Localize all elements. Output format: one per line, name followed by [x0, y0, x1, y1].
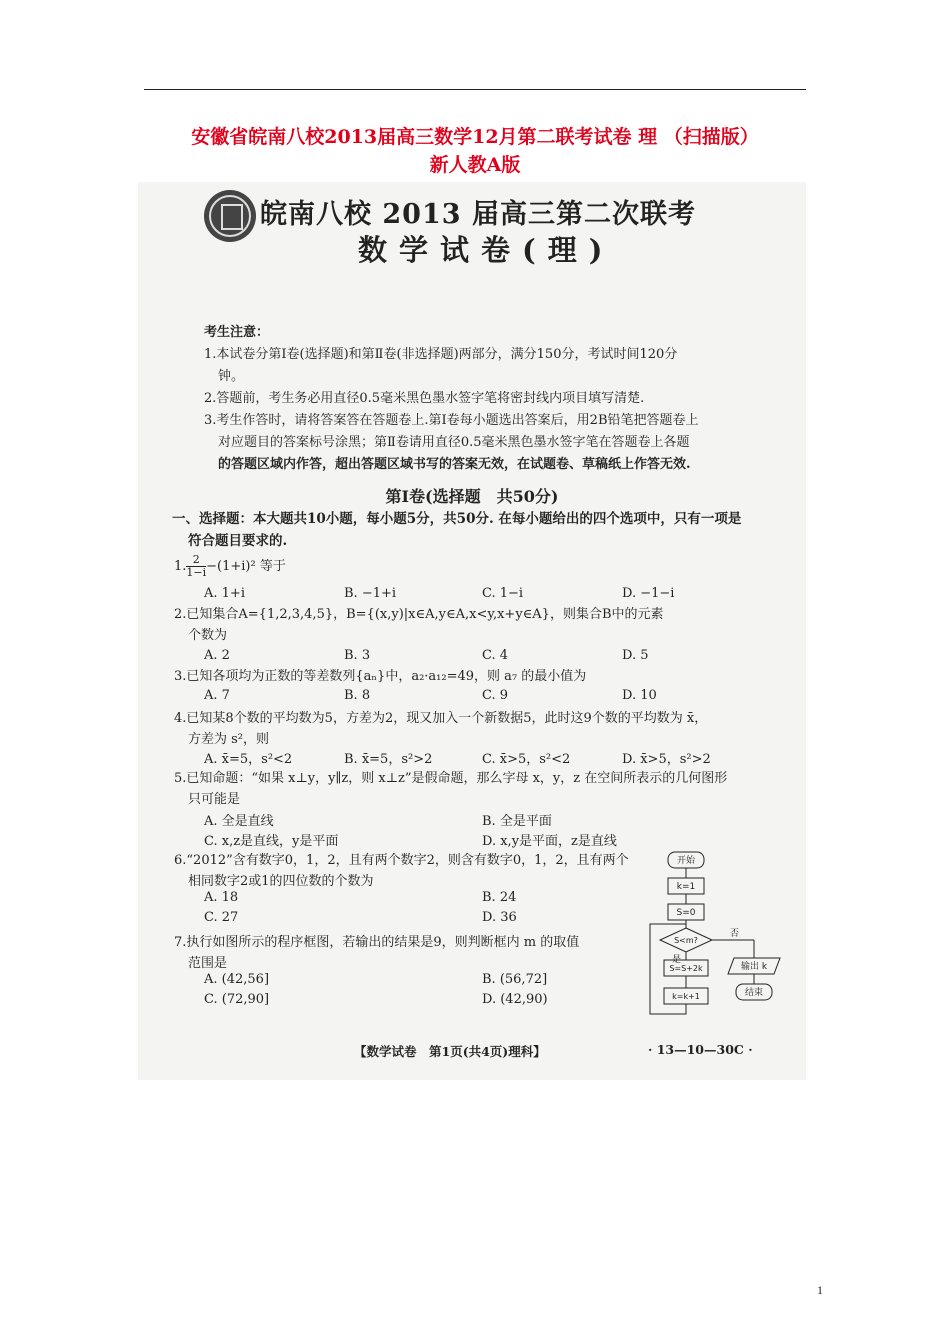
question-6 — [174, 850, 629, 892]
notice-heading: 考生注意： — [204, 325, 270, 340]
notice-line: 钟。 — [218, 369, 245, 384]
option: D. 5 — [622, 648, 649, 663]
q4-line: 4.已知某8个数的平均数为5，方差为2，现又加入一个新数据5，此时这9个数的平均数为 x̄， — [174, 711, 708, 726]
question-7 — [174, 932, 579, 974]
option: A. 18 — [204, 890, 239, 905]
option: D. −1−i — [622, 586, 675, 601]
q7-line: 范围是 — [188, 956, 228, 971]
question-1 — [174, 554, 286, 579]
option: C. 27 — [204, 910, 239, 925]
option: C. 9 — [482, 688, 509, 703]
option: C. x̄>5，s²<2 — [482, 752, 571, 767]
scan-footer-code: · 13—10—30C · — [648, 1042, 753, 1057]
document-title-line-1: 安徽省皖南八校2013届高三数学12月第二联考试卷 理 （扫描版） — [191, 126, 759, 148]
flow-cond: S<m? — [674, 936, 698, 945]
option: B. 3 — [344, 648, 371, 663]
option: D. 10 — [622, 688, 657, 703]
option: B. x̄=5，s²>2 — [344, 752, 433, 767]
option: A. 全是直线 — [204, 814, 274, 829]
option: D. 36 — [482, 910, 517, 925]
document-title-line-2: 新人教A版 — [429, 154, 521, 176]
document-title — [100, 123, 850, 179]
question-3 — [174, 666, 586, 687]
q3-line: 3.已知各项均为正数的等差数列{aₙ}中，a₂·a₁₂=49，则 a₇ 的最小值为 — [174, 669, 587, 684]
section-intro-line: 符合题目要求的. — [188, 533, 288, 549]
notice-line: 3.考生作答时，请将答案答在答题卷上.第Ⅰ卷每小题选出答案后，用2B铅笔把答题卷上 — [204, 413, 699, 428]
flow-k: k=1 — [676, 882, 696, 892]
notice-line: 的答题区域内作答，超出答题区域书写的答案无效，在试题卷、草稿纸上作答无效. — [218, 457, 691, 472]
q5-line: 只可能是 — [188, 792, 241, 807]
flow-k-update: k=k+1 — [672, 992, 700, 1001]
option: B. 8 — [344, 688, 371, 703]
option: A. 2 — [204, 648, 230, 663]
q7-line: 7.执行如图所示的程序框图，若输出的结果是9，则判断框内 m 的取值 — [174, 935, 580, 950]
q1-fraction — [186, 554, 206, 579]
section-intro-line: 一、选择题：本大题共10小题，每小题5分，共50分. 在每小题给出的四个选项中，只有一项是 — [172, 511, 742, 527]
school-seal-icon — [204, 190, 256, 242]
paper-title: 数学试卷(理) — [358, 233, 615, 267]
q1-numerator: 2 — [186, 554, 206, 567]
option: C. 4 — [482, 648, 509, 663]
option: D. x,y是平面，z是直线 — [482, 834, 617, 849]
q6-line: 6.“2012”含有数字0，1，2，且有两个数字2，则含有数字0，1，2，且有两个 — [174, 853, 629, 868]
notice-line: 2.答题前，考生务必用直径0.5毫米黑色墨水签字笔将密封线内项目填写清楚. — [204, 391, 645, 406]
flow-no: 否 — [730, 929, 740, 939]
option: B. −1+i — [344, 586, 397, 601]
option: A. 1+i — [204, 586, 245, 601]
notice-line: 对应题目的答案标号涂黑；第Ⅱ卷请用直径0.5毫米黑色墨水签字笔在答题卷上各题 — [218, 435, 690, 450]
q1-denominator: 1−i — [186, 566, 207, 579]
q4-line: 方差为 s²，则 — [188, 732, 270, 747]
option: A. x̄=5，s²<2 — [204, 752, 293, 767]
option: D. x̄>5，s²>2 — [622, 752, 711, 767]
q2-line: 2.已知集合A={1,2,3,4,5}，B={(x,y)|x∈A,y∈A,x<y,x+y∈A}，则集合B中的元素 — [174, 607, 664, 622]
option: B. 全是平面 — [482, 814, 552, 829]
q6-line: 相同数字2或1的四位数的个数为 — [188, 874, 374, 889]
option: C. (72,90] — [204, 992, 270, 1007]
q5-line: 5.已知命题：“如果 x⊥y，y∥z，则 x⊥z”是假命题，那么字母 x，y，z 在空间所表示的几何图形 — [174, 771, 728, 786]
top-rule — [144, 89, 806, 90]
option: C. x,z是直线，y是平面 — [204, 834, 339, 849]
question-2 — [174, 604, 664, 646]
section-title: 第Ⅰ卷(选择题 共50分) — [385, 487, 559, 506]
exam-title: 皖南八校 2013 届高三第二次联考 — [260, 199, 696, 230]
flow-output: 输出 k — [740, 962, 768, 972]
section-intro — [172, 508, 792, 552]
option: D. (42,90) — [482, 992, 548, 1007]
program-flowchart — [644, 850, 794, 1030]
q1-prefix: 1. — [174, 559, 187, 574]
flow-end: 结束 — [744, 988, 764, 998]
flow-start: 开始 — [676, 856, 696, 866]
flow-s: S=0 — [676, 908, 696, 918]
question-5 — [174, 768, 727, 810]
option: A. (42,56] — [204, 972, 270, 987]
option: B. 24 — [482, 890, 517, 905]
scanned-exam-page — [138, 182, 806, 1080]
notice-line: 1.本试卷分第Ⅰ卷(选择题)和第Ⅱ卷(非选择题)两部分，满分150分，考试时间120分 — [204, 347, 678, 362]
option: C. 1−i — [482, 586, 524, 601]
option: B. (56,72] — [482, 972, 548, 987]
question-4 — [174, 708, 707, 750]
flow-yes: 是 — [672, 955, 682, 965]
q2-line: 个数为 — [188, 628, 228, 643]
page-number: 1 — [817, 1283, 823, 1297]
q1-text: −(1+i)² 等于 — [206, 559, 286, 574]
flow-s-update: S=S+2k — [669, 964, 703, 973]
notice-block — [204, 322, 794, 476]
option: A. 7 — [204, 688, 230, 703]
scan-footer: 【数学试卷 第1页(共4页)理科】 — [354, 1044, 546, 1059]
